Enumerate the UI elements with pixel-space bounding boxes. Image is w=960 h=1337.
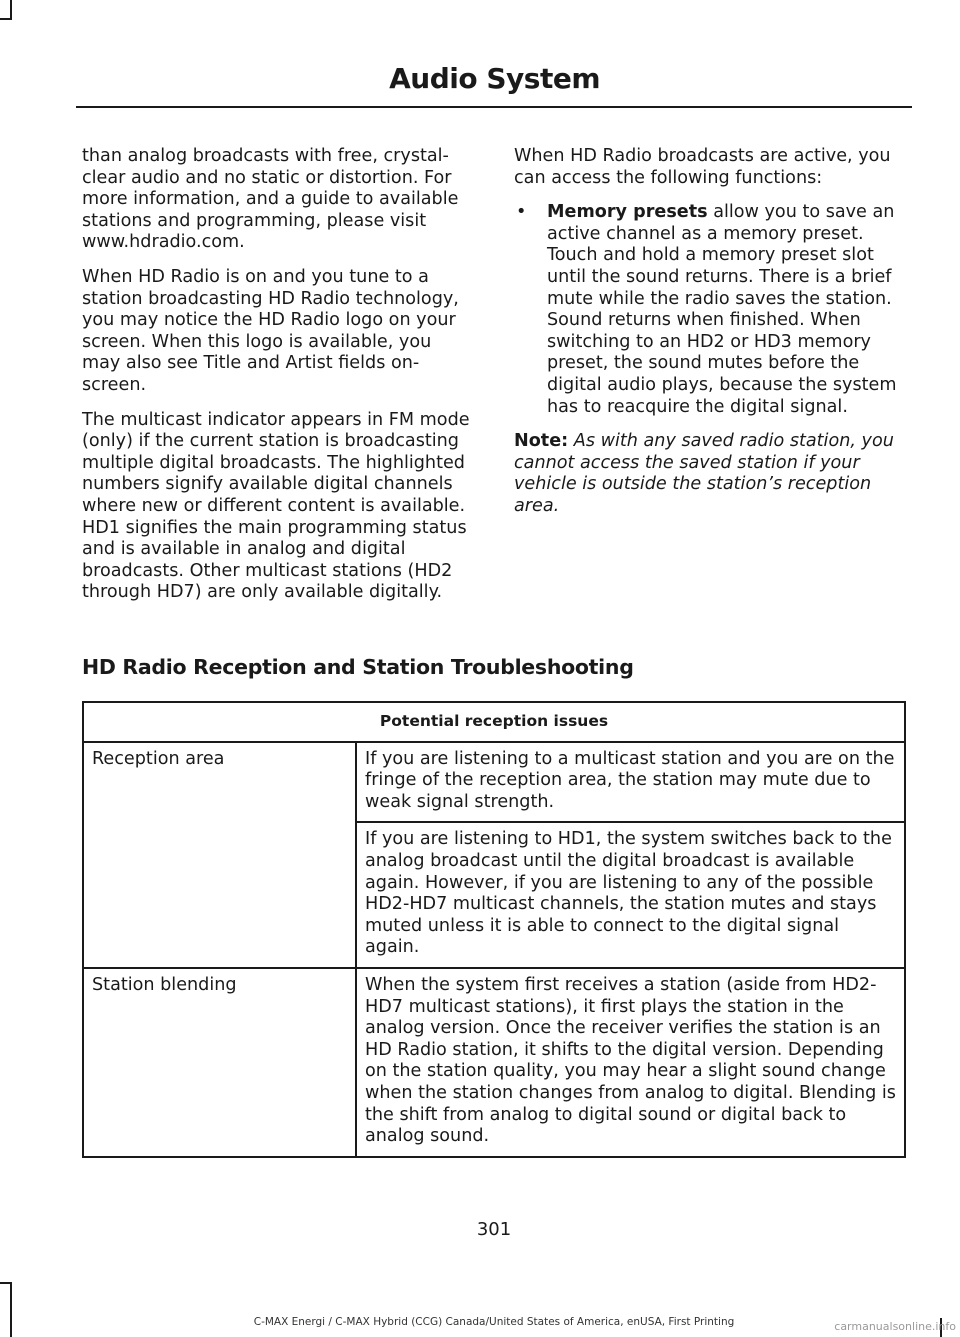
table-row	[83, 742, 905, 823]
table-row-text: If you are listening to HD1, the system switches back to the analog broadcast until the digital broadcast is available again. However, if you are listening to any of the possible HD2-HD7 multicast channels, the station mutes and stays muted unless it is able to connect to the digital signal again.	[356, 822, 905, 968]
table-row	[83, 968, 905, 1157]
reception-issues-table	[82, 701, 906, 1158]
note-label: Note:	[514, 431, 569, 452]
publication-footer: C-MAX Energi / C-MAX Hybrid (CCG) Canada/United States of America, enUSA, First Printing	[253, 1316, 735, 1328]
page-header-title: Audio System	[389, 62, 600, 95]
section-heading: HD Radio Reception and Station Troubleshooting	[82, 655, 634, 679]
crop-mark-top-left-vertical	[10, 0, 12, 20]
table-row-label: Reception area	[83, 742, 356, 823]
table-row-text: If you are listening to a multicast station and you are on the fringe of the reception area, the station may mute due to weak signal strength.	[356, 742, 905, 823]
table-row	[83, 822, 905, 968]
table-row-text: When the system first receives a station (aside from HD2-HD7 multicast stations), it first plays the station in the analog version. Once the receiver verifies the station is an HD Radio station, it shifts to the digital version. Depending on the station quality, you may hear a slight sound change when the station changes from analog to digital. Blending is the shift from analog to digital sound or digital back to analog sound.	[356, 968, 905, 1157]
table-row-label: Station blending	[83, 968, 356, 1157]
crop-mark-bottom-left-horizontal	[0, 1282, 12, 1284]
bullet-term: Memory presets	[547, 202, 708, 223]
header-divider	[76, 106, 912, 108]
table-caption: Potential reception issues	[83, 702, 905, 742]
bullet-text: allow you to save an active channel as a memory preset. Touch and hold a memory preset slot until the sound returns. There is a brief mute while the radio saves the station. Sound returns when finished. When switching to an HD2 or HD3 memory preset, the sound mutes before the digital audio plays, because the system has to reacquire the digital signal.	[547, 202, 897, 417]
note-paragraph	[514, 431, 910, 517]
page-number: 301	[476, 1219, 512, 1240]
table-caption-row	[83, 702, 905, 742]
crop-mark-top-left-horizontal	[0, 18, 12, 20]
bullet-item-memory-presets	[514, 202, 910, 418]
table-row-label	[83, 822, 356, 968]
right-column	[514, 146, 910, 531]
note-text: As with any saved radio station, you cannot access the saved station if your vehicle is outside the station’s reception area.	[514, 431, 894, 516]
left-column	[82, 146, 474, 617]
crop-mark-bottom-left-vertical	[10, 1282, 12, 1337]
body-paragraph: When HD Radio is on and you tune to a station broadcasting HD Radio technology, you may notice the HD Radio logo on your screen. When this logo is available, you may also see Title and Artist fields on-screen.	[82, 266, 459, 395]
watermark-text: carmanualsonline.info	[834, 1320, 956, 1333]
body-paragraph: than analog broadcasts with free, crystal-clear audio and no static or distortion. For more information, and a guide to available stations and programming, please visit www.hdradio.com.	[82, 146, 459, 253]
intro-paragraph: When HD Radio broadcasts are active, you can access the following functions:	[514, 146, 891, 188]
body-paragraph: The multicast indicator appears in FM mode (only) if the current station is broadcasting multiple digital broadcasts. The highlighted numbers signify available digital channels where new or different content is available. HD1 signifies the main programming status and is available in analog and digital broadcasts. Other multicast stations (HD2 through HD7) are only available digitally.	[82, 409, 470, 603]
bullet-icon: •	[516, 202, 527, 223]
